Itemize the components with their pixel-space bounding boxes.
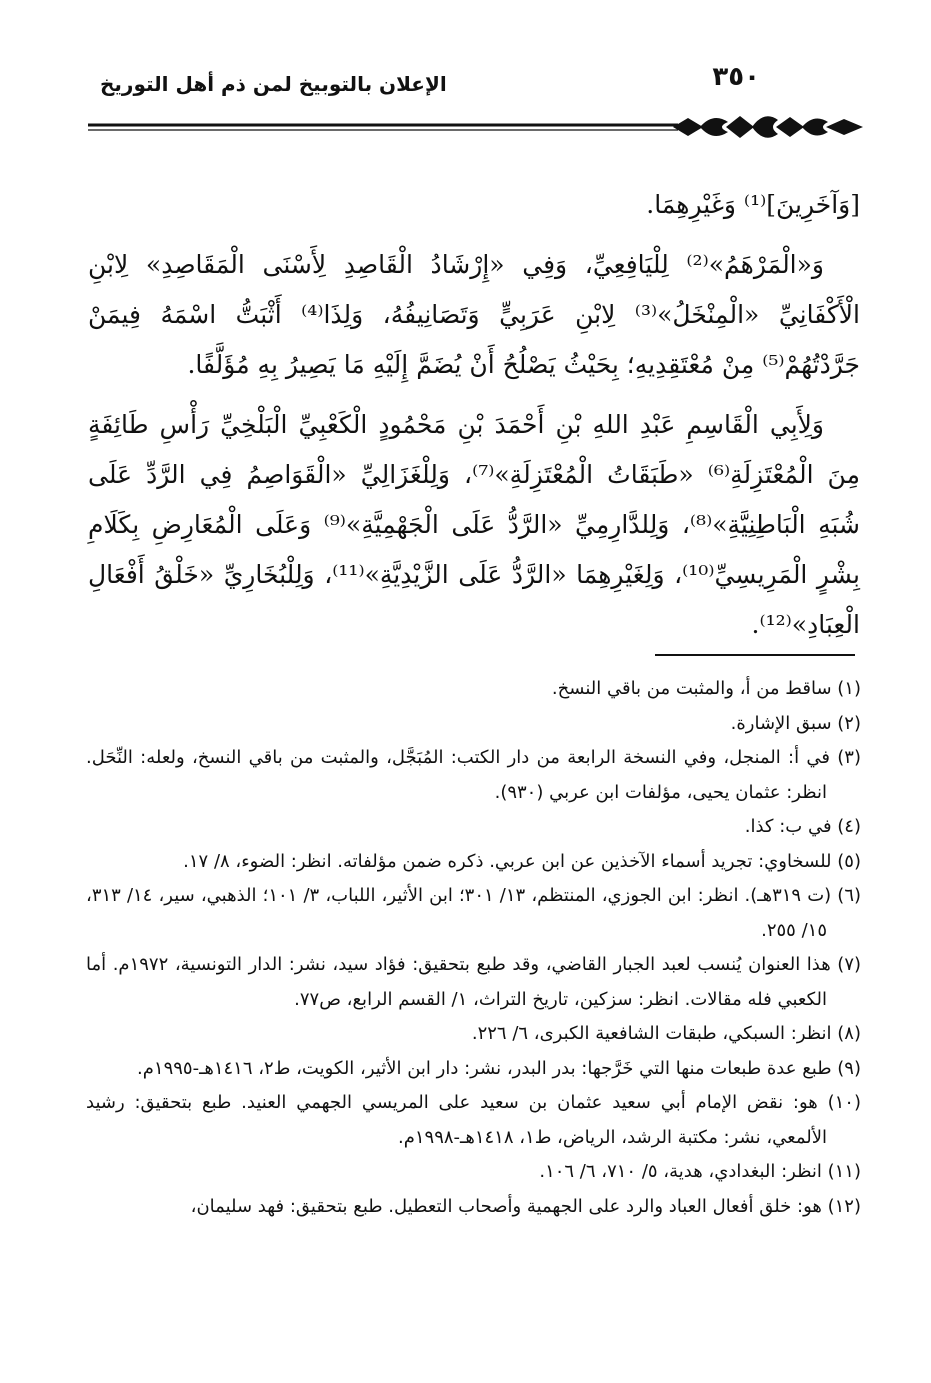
footnotes — [86, 672, 861, 1224]
footnote-7: (٧) هذا العنوان يُنسب لعبد الجبار القاضي، وقد طبع بتحقيق: فؤاد سيد، نشر: الدار التونسية، ١٩٧٢م. أما الكعبي فله مقالات. انظر: سزكين، تاريخ التراث، ١/ القسم الرابع، ص٧٧. — [86, 954, 862, 1010]
footnote-11: (١١) انظر: البغدادي، هدية، ٥/ ٧١٠، ٦/ ١٠٦. — [539, 1161, 861, 1182]
body-paragraph-1: [وَآخَرِينَ]⁽¹⁾ وَغَيْرِهِمَا. — [646, 190, 860, 219]
footnote-12: (١٢) هو: خلق أفعال العباد والرد على الجهمية وأصحاب التعطيل. طبع بتحقيق: فهد سليمان، — [190, 1195, 861, 1217]
running-title: الإعلان بالتوبيخ لمن ذم أهل التوريخ — [100, 72, 447, 96]
footnote-2: (٢) سبق الإشارة. — [730, 712, 861, 734]
footnote-9: (٩) طبع عدة طبعات منها التي خَرَّجها: بدر البدر، نشر: دار ابن الأثير، الكويت، ط٢، ١٤١٦هـ-١٩٩٥م. — [137, 1057, 861, 1079]
footnote-8: (٨) انظر: السبكي، طبقات الشافعية الكبرى، ٦/ ٢٢٦. — [471, 1023, 861, 1044]
footnote-6: (٦) (ت ٣١٩هـ). انظر: ابن الجوزي، المنتظم، ١٣/ ٣٠١؛ ابن الأثير، اللباب، ٣/ ١٠١؛ الذهبي، سير، ١٤/ ٣١٣، ١٥/ ٢٥٥. — [86, 885, 862, 941]
header-ornament-rule — [88, 110, 863, 144]
footnote-5: (٥) للسخاوي: تجريد أسماء الآخذين عن ابن عربي. ذكره ضمن مؤلفاته. انظر: الضوء، ٨/ ١٧. — [183, 850, 861, 872]
footnote-10: (١٠) هو: نقض الإمام أبي سعيد عثمان بن سعيد على المريسي الجهمي العنيد. طبع بتحقيق: رشيد الألمعي، نشر: مكتبة الرشد، الرياض، ط١، ١٤١٨هـ-١٩٩٨م. — [86, 1092, 861, 1148]
page-number: ٣٥٠ — [712, 62, 760, 92]
main-text — [88, 180, 860, 660]
footnote-3: (٣) في أ: المنجل، وفي النسخة الرابعة من دار الكتب: المُبَجَّل، والمثبت من باقي النسخ، ولعله: النِّحَل. انظر: عثمان يحيى، مؤلفات ابن عربي (٩٣٠). — [86, 747, 861, 803]
footnote-separator — [655, 654, 855, 656]
body-paragraph-3: وَلِأَبِي الْقَاسِمِ عَبْدِ اللهِ بْنِ أَحْمَدَ بْنِ مَحْمُودٍ الْكَعْبِيِّ الْبَلْخِيِّ رَأْسِ طَائِفَةٍ مِنَ الْمُعْتَزِلَةِ⁽⁶⁾ «طَبَقَاتُ الْمُعْتَزِلَةِ»⁽⁷⁾، وَلِلْغَزَالِيِّ «الْقَوَاصِمُ فِي الرَّدِّ عَلَى شُبَهِ الْبَاطِنِيَّةِ»⁽⁸⁾، وَلِلدَّارِمِيِّ «الرَّدُّ عَلَى الْجَهْمِيَّةِ»⁽⁹⁾ وَعَلَى الْمُعَارِضِ بِكَلَامِ بِشْرٍ الْمَرِيسِيِّ⁽¹⁰⁾، وَلِغَيْرِهِمَا «الرَّدُّ عَلَى الزَّيْدِيَّةِ»⁽¹¹⁾، وَلِلْبُخَارِيِّ «خَلْقُ أَفْعَالِ الْعِبَادِ»⁽¹²⁾. — [88, 410, 860, 639]
page-header — [90, 62, 860, 112]
footnote-4: (٤) في ب: كذا. — [744, 816, 861, 837]
footnote-1: (١) ساقط من أ، والمثبت من باقي النسخ. — [551, 678, 861, 699]
body-paragraph-2: وَ«الْمَرْهَمُ»⁽²⁾ لِلْيَافِعِيِّ، وَفِي «إِرْشَادُ الْقَاصِدِ لِأَسْنَى الْمَقَاصِدِ» لِابْنِ الْأَكْفَانِيِّ «الْمِنْخَلُ»⁽³⁾ لِابْنِ عَرَبِيٍّ وَتَصَانِيفُهُ، وَلِذَا⁽⁴⁾ أَثْبَتُّ اسْمَهُ فِيمَنْ جَرَّدْتُهُمْ⁽⁵⁾ مِنْ مُعْتَقِدِيهِ؛ بِحَيْثُ يَصْلُحُ أَنْ يُضَمَّ إِلَيْهِ مَا يَصِيرُ بِهِ مُؤَلَّفًا. — [88, 250, 860, 379]
